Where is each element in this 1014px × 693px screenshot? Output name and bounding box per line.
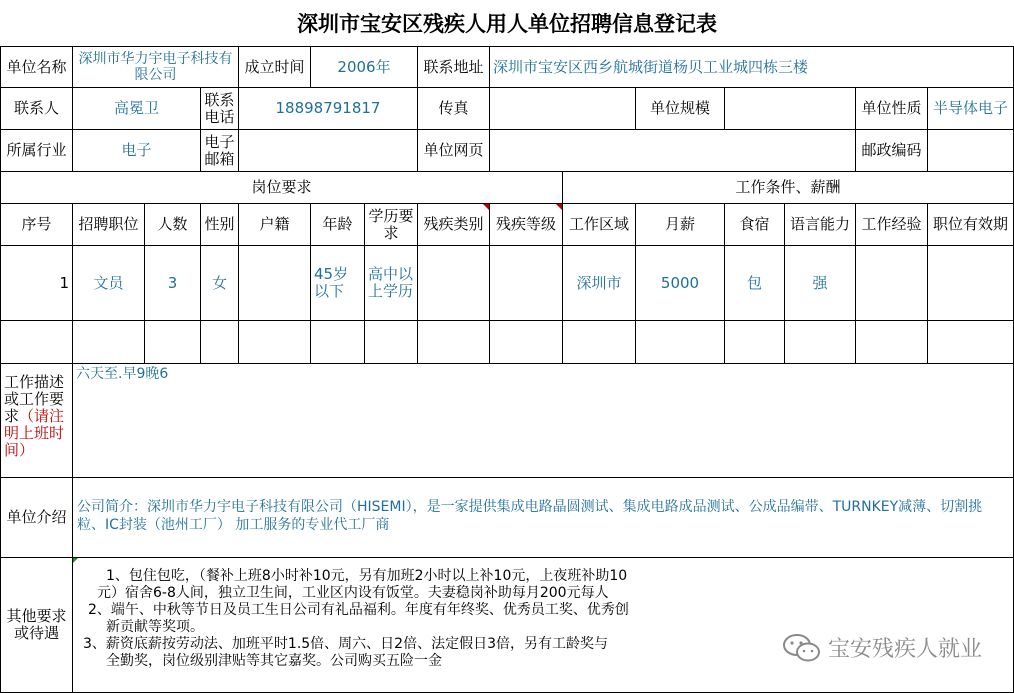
header-disability-level: 残疾等级	[490, 204, 563, 246]
work-time-note: （请注明上班时间）	[4, 407, 65, 459]
empty-cell	[418, 321, 490, 364]
empty-cell	[239, 321, 311, 364]
header-position: 招聘职位	[73, 204, 145, 246]
header-board: 食宿	[725, 204, 785, 246]
section-work-conditions: 工作条件、薪酬	[563, 172, 1014, 204]
page-title: 深圳市宝安区残疾人用人单位招聘信息登记表	[297, 11, 717, 36]
header-experience: 工作经验	[856, 204, 928, 246]
job-gender: 女	[201, 246, 239, 321]
scale-value	[725, 88, 856, 130]
nature-value: 半导体电子	[928, 88, 1014, 130]
empty-cell	[490, 321, 563, 364]
empty-cell	[856, 321, 928, 364]
benefit-line-1: 1、包住包吃，（餐补上班8小时补10元，另有加班2小时以上补10元，上夜班补助10	[106, 568, 628, 584]
nature-label: 单位性质	[856, 88, 928, 130]
section-job-requirements: 岗位要求	[0, 172, 563, 204]
header-gender: 性别	[201, 204, 239, 246]
watermark-text: 宝安残疾人就业	[827, 637, 982, 662]
empty-cell	[563, 321, 636, 364]
header-disability-type: 残疾类别	[418, 204, 490, 246]
header-count: 人数	[145, 204, 201, 246]
header-age: 年龄	[311, 204, 365, 246]
postcode-value	[928, 130, 1014, 172]
wechat-icon	[782, 633, 822, 663]
job-hukou	[239, 246, 311, 321]
job-salary: 5000	[636, 246, 725, 321]
job-age: 45岁以下	[311, 246, 365, 321]
empty-cell	[725, 321, 785, 364]
header-no: 序号	[0, 204, 73, 246]
fax-value	[490, 88, 636, 130]
header-hukou: 户籍	[239, 204, 311, 246]
empty-cell	[0, 321, 73, 364]
industry-label: 所属行业	[0, 130, 73, 172]
job-language: 强	[785, 246, 856, 321]
benefit-line-4: 新贡献等奖项。	[106, 619, 204, 635]
job-experience	[856, 246, 928, 321]
empty-cell	[785, 321, 856, 364]
benefit-line-5: 3、薪资底薪按劳动法、加班平时1.5倍、周六、日2倍、法定假日3倍，另有工龄奖与	[83, 636, 608, 652]
job-education: 高中以上学历	[365, 246, 418, 321]
address-value: 深圳市宝安区西乡航城街道杨贝工业城四栋三楼	[490, 46, 1014, 88]
fax-label: 传真	[418, 88, 490, 130]
empty-cell	[365, 321, 418, 364]
scale-label: 单位规模	[636, 88, 725, 130]
email-value	[239, 130, 418, 172]
contact-label: 联系人	[0, 88, 73, 130]
website-label: 单位网页	[418, 130, 490, 172]
address-label: 联系地址	[418, 46, 490, 88]
website-value	[490, 130, 856, 172]
company-label: 单位名称	[0, 46, 73, 88]
job-work-area: 深圳市	[563, 246, 636, 321]
job-position: 文员	[73, 246, 145, 321]
watermark	[782, 632, 982, 663]
other-requirements-value	[73, 558, 1014, 693]
benefit-line-2: 元）宿舍6-8人间，独立卫生间，工业区内设有饭堂。夫妻稳岗补助每月200元每人	[97, 585, 609, 601]
phone-value: 18898791817	[239, 88, 418, 130]
work-description-label	[0, 364, 73, 478]
job-validity	[928, 246, 1014, 321]
header-education: 学历要求	[365, 204, 418, 246]
benefit-line-6: 全勤奖，岗位级别津贴等其它嘉奖。公司购买五险一金	[106, 653, 442, 669]
work-description-label-text: 工作描述或工作要求	[4, 373, 65, 425]
job-disability-level	[490, 246, 563, 321]
job-no: 1	[0, 246, 73, 321]
industry-value: 电子	[73, 130, 201, 172]
empty-cell	[73, 321, 145, 364]
job-count: 3	[145, 246, 201, 321]
empty-cell	[201, 321, 239, 364]
job-disability-type	[418, 246, 490, 321]
header-validity: 职位有效期	[928, 204, 1014, 246]
empty-cell	[636, 321, 725, 364]
header-work-area: 工作区域	[563, 204, 636, 246]
postcode-label: 邮政编码	[856, 130, 928, 172]
phone-label: 联系电话	[201, 88, 239, 130]
other-requirements-label: 其他要求或待遇	[0, 558, 73, 693]
company-intro-value: 公司简介：深圳市华力宇电子科技有限公司（HISEMI），是一家提供集成电路晶圆测试、集成电路成品测试、公成品编带、TURNKEY减薄、切割挑粒、IC封装（池州工厂） 加工服务的专业代工厂商	[73, 478, 1014, 558]
header-language: 语言能力	[785, 204, 856, 246]
contact-value: 高冕卫	[73, 88, 201, 130]
founded-label: 成立时间	[239, 46, 311, 88]
empty-cell	[928, 321, 1014, 364]
company-value: 深圳市华力宇电子科技有限公司	[73, 46, 239, 88]
empty-cell	[145, 321, 201, 364]
company-intro-label: 单位介绍	[0, 478, 73, 558]
job-board: 包	[725, 246, 785, 321]
founded-value: 2006年	[311, 46, 418, 88]
email-label: 电子邮箱	[201, 130, 239, 172]
work-description-value: 六天至.早9晚6	[73, 364, 1014, 478]
empty-cell	[311, 321, 365, 364]
benefit-line-3: 2、端午、中秋等节日及员工生日公司有礼品福利。年度有年终奖、优秀员工奖、优秀创	[88, 602, 629, 618]
header-salary: 月薪	[636, 204, 725, 246]
